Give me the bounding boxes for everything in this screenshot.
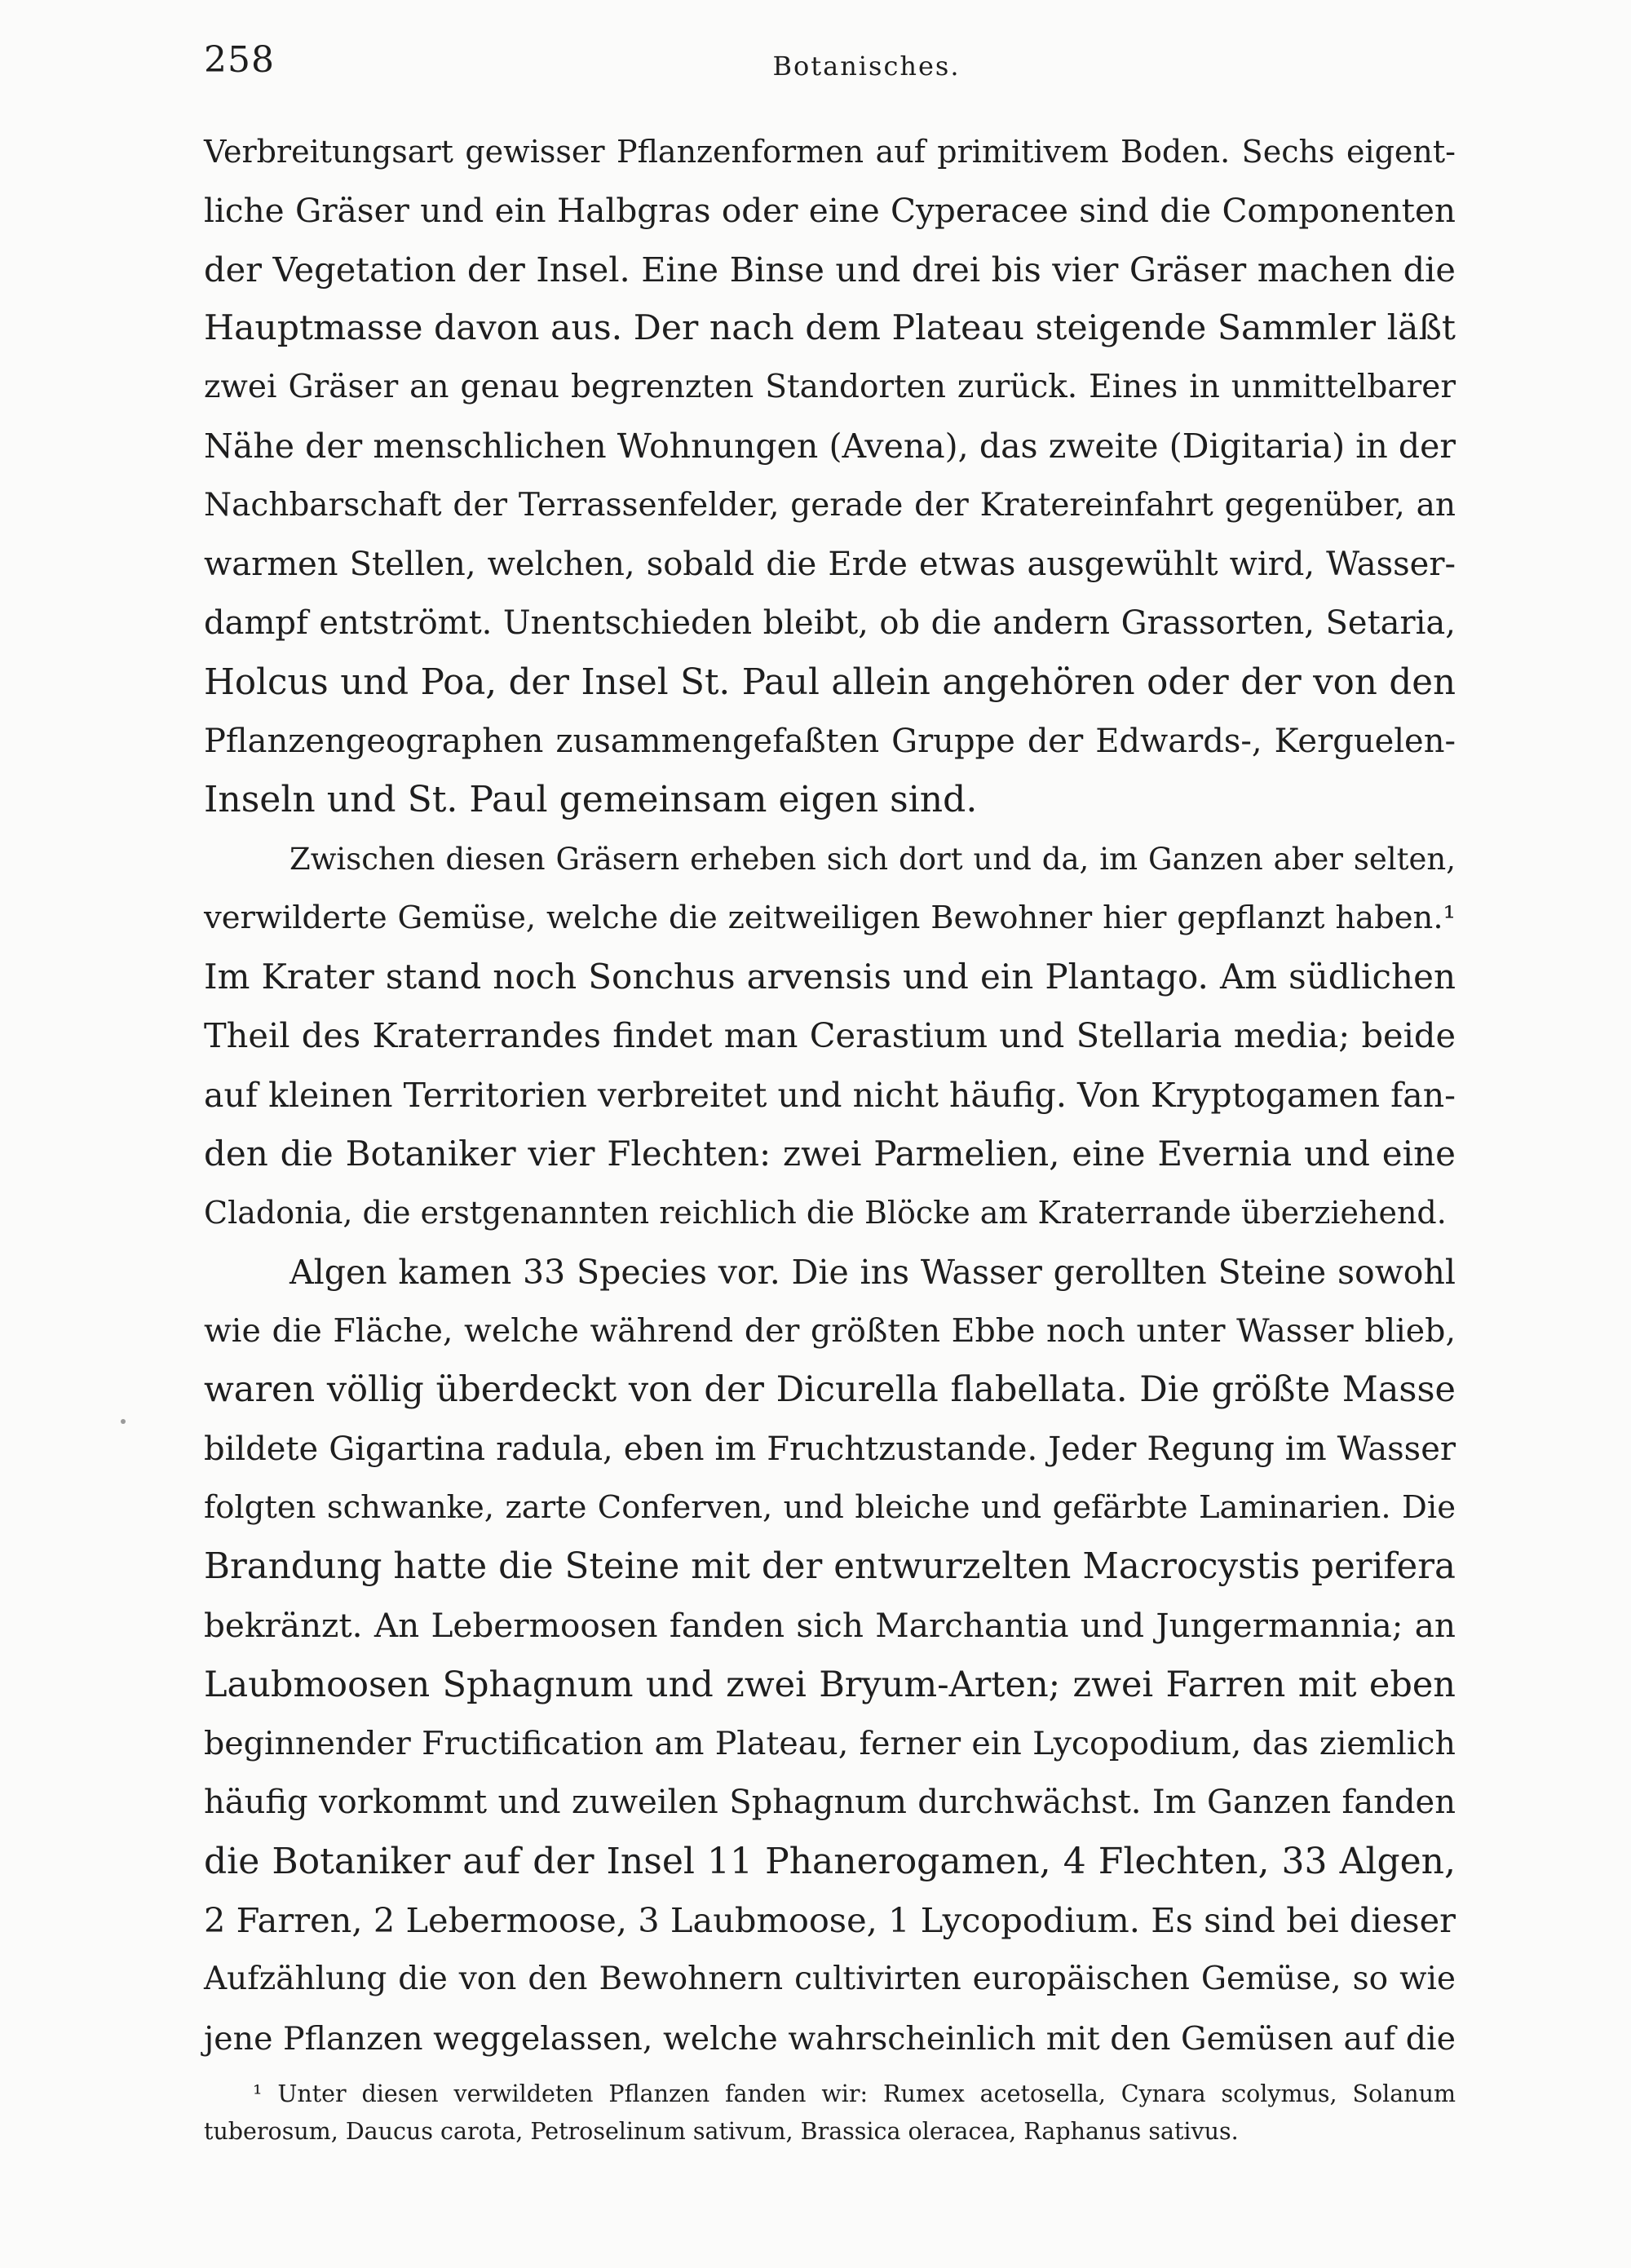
text-line: Inseln und St. Paul gemeinsam eigen sind. [204, 779, 978, 821]
body-text [204, 122, 1456, 2068]
text-line: bildete Gigartina radula, eben im Fruchtzustande. Jeder Regung im Wasser [204, 1430, 1456, 1468]
running-head: Botanisches. [772, 51, 961, 82]
text-line: Aufzählung die von den Bewohnern cultivirten europäischen Gemüse, so wie [204, 1961, 1456, 1998]
text-line: liche Gräser und ein Halbgras oder eine Cyperacee sind die Componenten [204, 191, 1456, 231]
text-line: Nachbarschaft der Terrassenfelder, gerade der Kratereinfahrt gegenüber, an [204, 486, 1456, 524]
paragraph-start-line: Algen kamen 33 Species vor. Die ins Wasser gerollten Steine sowohl [290, 1252, 1456, 1292]
text-line: Theil des Kraterrandes findet man Cerastium und Stellaria media; beide [204, 1015, 1456, 1056]
paper-speck [121, 1419, 126, 1424]
text-line: Hauptmasse davon aus. Der nach dem Plateau steigende Sammler läßt [204, 307, 1456, 348]
text-line: jene Pflanzen weggelassen, welche wahrscheinlich mit den Gemüsen auf die [204, 2019, 1456, 2058]
text-line: den die Botaniker vier Flechten: zwei Parmelien, eine Evernia und eine [204, 1134, 1456, 1174]
text-line: waren völlig überdeckt von der Dicurella flabellata. Die größte Masse [204, 1369, 1456, 1411]
text-line: auf kleinen Territorien verbreitet und nicht häufig. Von Kryptogamen fan- [204, 1075, 1456, 1115]
text-line: zwei Gräser an genau begrenzten Standorten zurück. Eines in unmittelbarer [204, 369, 1456, 406]
text-line: Im Krater stand noch Sonchus arvensis und ein Plantago. Am südlichen [204, 957, 1456, 997]
text-line: warmen Stellen, welchen, sobald die Erde etwas ausgewühlt wird, Wasser- [204, 546, 1456, 584]
text-line: Brandung hatte die Steine mit der entwurzelten Macrocystis perifera [204, 1546, 1456, 1588]
text-line: Nähe der menschlichen Wohnungen (Avena), das zweite (Digitaria) in der [204, 427, 1456, 466]
text-line: 2 Farren, 2 Lebermoose, 3 Laubmoose, 1 Lycopodium. Es sind bei dieser [204, 1899, 1456, 1940]
paragraph-start-line: Zwischen diesen Gräsern erheben sich dort und da, im Ganzen aber selten, [290, 841, 1456, 877]
text-line: bekränzt. An Lebermoosen fanden sich Marchantia und Jungermannia; an [204, 1606, 1456, 1646]
page-header [204, 33, 1456, 98]
text-line: Verbreitungsart gewisser Pflanzenformen auf primitivem Boden. Sechs eigent- [204, 134, 1456, 170]
text-line: Cladonia, die erstgenannten reichlich die Blöcke am Kraterrande überziehend. [204, 1195, 1447, 1231]
footnote-line: tuberosum, Daucus carota, Petroselinum sativum, Brassica oleracea, Raphanus sativus. [204, 2118, 1239, 2145]
footnote-line: ¹ Unter diesen verwildeten Pflanzen fanden wir: Rumex acetosella, Cynara scolymus, Solanum [253, 2080, 1456, 2107]
text-line: folgten schwanke, zarte Conferven, und bleiche und gefärbte Laminarien. Die [204, 1488, 1456, 1526]
text-line: dampf entströmt. Unentschieden bleibt, ob die andern Grassorten, Setaria, [204, 604, 1456, 643]
text-line: wie die Fläche, welche während der größten Ebbe noch unter Wasser blieb, [204, 1311, 1456, 1350]
text-line: Laubmoosen Sphagnum und zwei Bryum-Arten; zwei Farren mit eben [204, 1664, 1456, 1705]
text-line: der Vegetation der Insel. Eine Binse und drei bis vier Gräser machen die [204, 249, 1456, 290]
page-number: 258 [204, 39, 275, 81]
text-line: häufig vorkommt und zuweilen Sphagnum durchwächst. Im Ganzen fanden [204, 1784, 1456, 1822]
text-line: die Botaniker auf der Insel 11 Phanerogamen, 4 Flechten, 33 Algen, [204, 1840, 1456, 1882]
footnote [204, 2076, 1456, 2151]
text-line: verwilderte Gemüse, welche die zeitweiligen Bewohner hier gepflanzt haben.¹ [204, 899, 1456, 936]
text-line: beginnender Fructification am Plateau, ferner ein Lycopodium, das ziemlich [204, 1725, 1456, 1763]
text-line: Pflanzengeographen zusammengefaßten Gruppe der Edwards-, Kerguelen- [204, 722, 1456, 760]
text-line: Holcus und Poa, der Insel St. Paul allein angehören oder der von den [204, 661, 1456, 703]
